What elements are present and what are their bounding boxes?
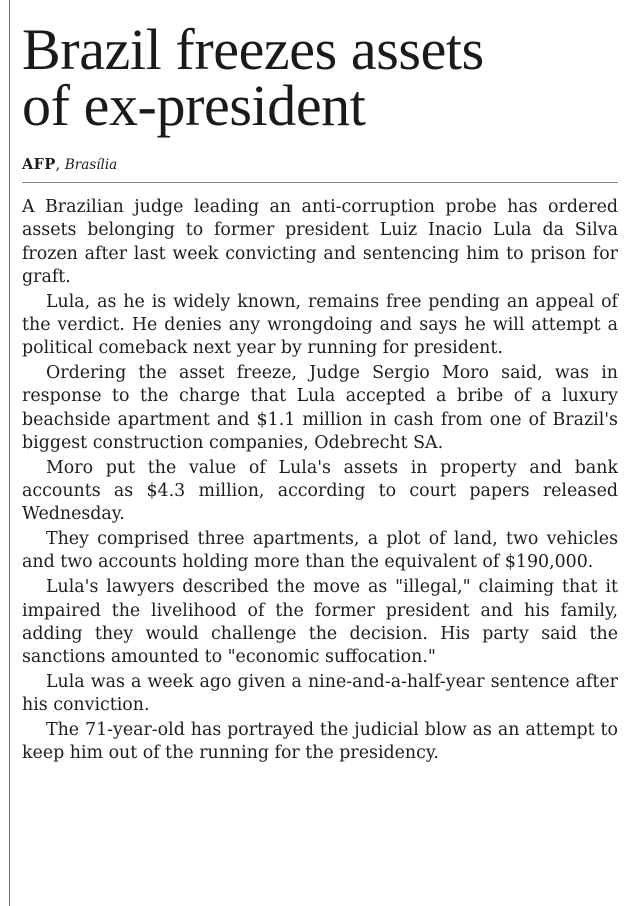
byline	[22, 156, 618, 174]
headline-line-1: Brazil freezes assets	[22, 17, 484, 82]
byline-separator: ,	[55, 157, 65, 173]
column-rule	[9, 0, 10, 906]
headline	[22, 0, 618, 138]
byline-divider	[22, 182, 618, 183]
paragraph-1: A Brazilian judge leading an anti-corruption probe has ordered assets belonging to former president Luiz Inacio Lula da Silva frozen after last week convicting and sentencing him to prison for graft.	[22, 197, 618, 287]
paragraph-4: Moro put the value of Lula's assets in property and bank accounts as $4.3 million, according to court papers released Wednesday.	[22, 457, 618, 525]
article	[22, 0, 618, 767]
paragraph-7: Lula was a week ago given a nine-and-a-half-year sentence after his conviction.	[22, 671, 618, 716]
byline-location: Brasília	[64, 157, 118, 173]
paragraph-8: The 71-year-old has portrayed the judicial blow as an attempt to keep him out of the running for the presidency.	[22, 720, 618, 764]
paragraph-6: Lula's lawyers described the move as "illegal," claiming that it impaired the livelihood of the former president and his family, adding they would challenge the decision. His party said the sanctions amounted to "economic suffocation."	[22, 577, 618, 668]
paragraph-2: Lula, as he is widely known, remains free pending an appeal of the verdict. He denies any wrongdoing and says he will attempt a political comeback next year by running for president.	[22, 291, 618, 359]
headline-line-2: of ex-president	[22, 73, 366, 138]
paragraph-5: They comprised three apartments, a plot of land, two vehicles and two accounts holding more than the equivalent of $190,000.	[22, 529, 618, 573]
paragraph-3: Ordering the asset freeze, Judge Sergio Moro said, was in response to the charge that Lula accepted a bribe of a luxury beachside apartment and $1.1 million in cash from one of Brazil's biggest construction companies, Odebrecht SA.	[22, 363, 618, 453]
article-body	[22, 196, 618, 766]
byline-agency: AFP	[22, 156, 56, 173]
